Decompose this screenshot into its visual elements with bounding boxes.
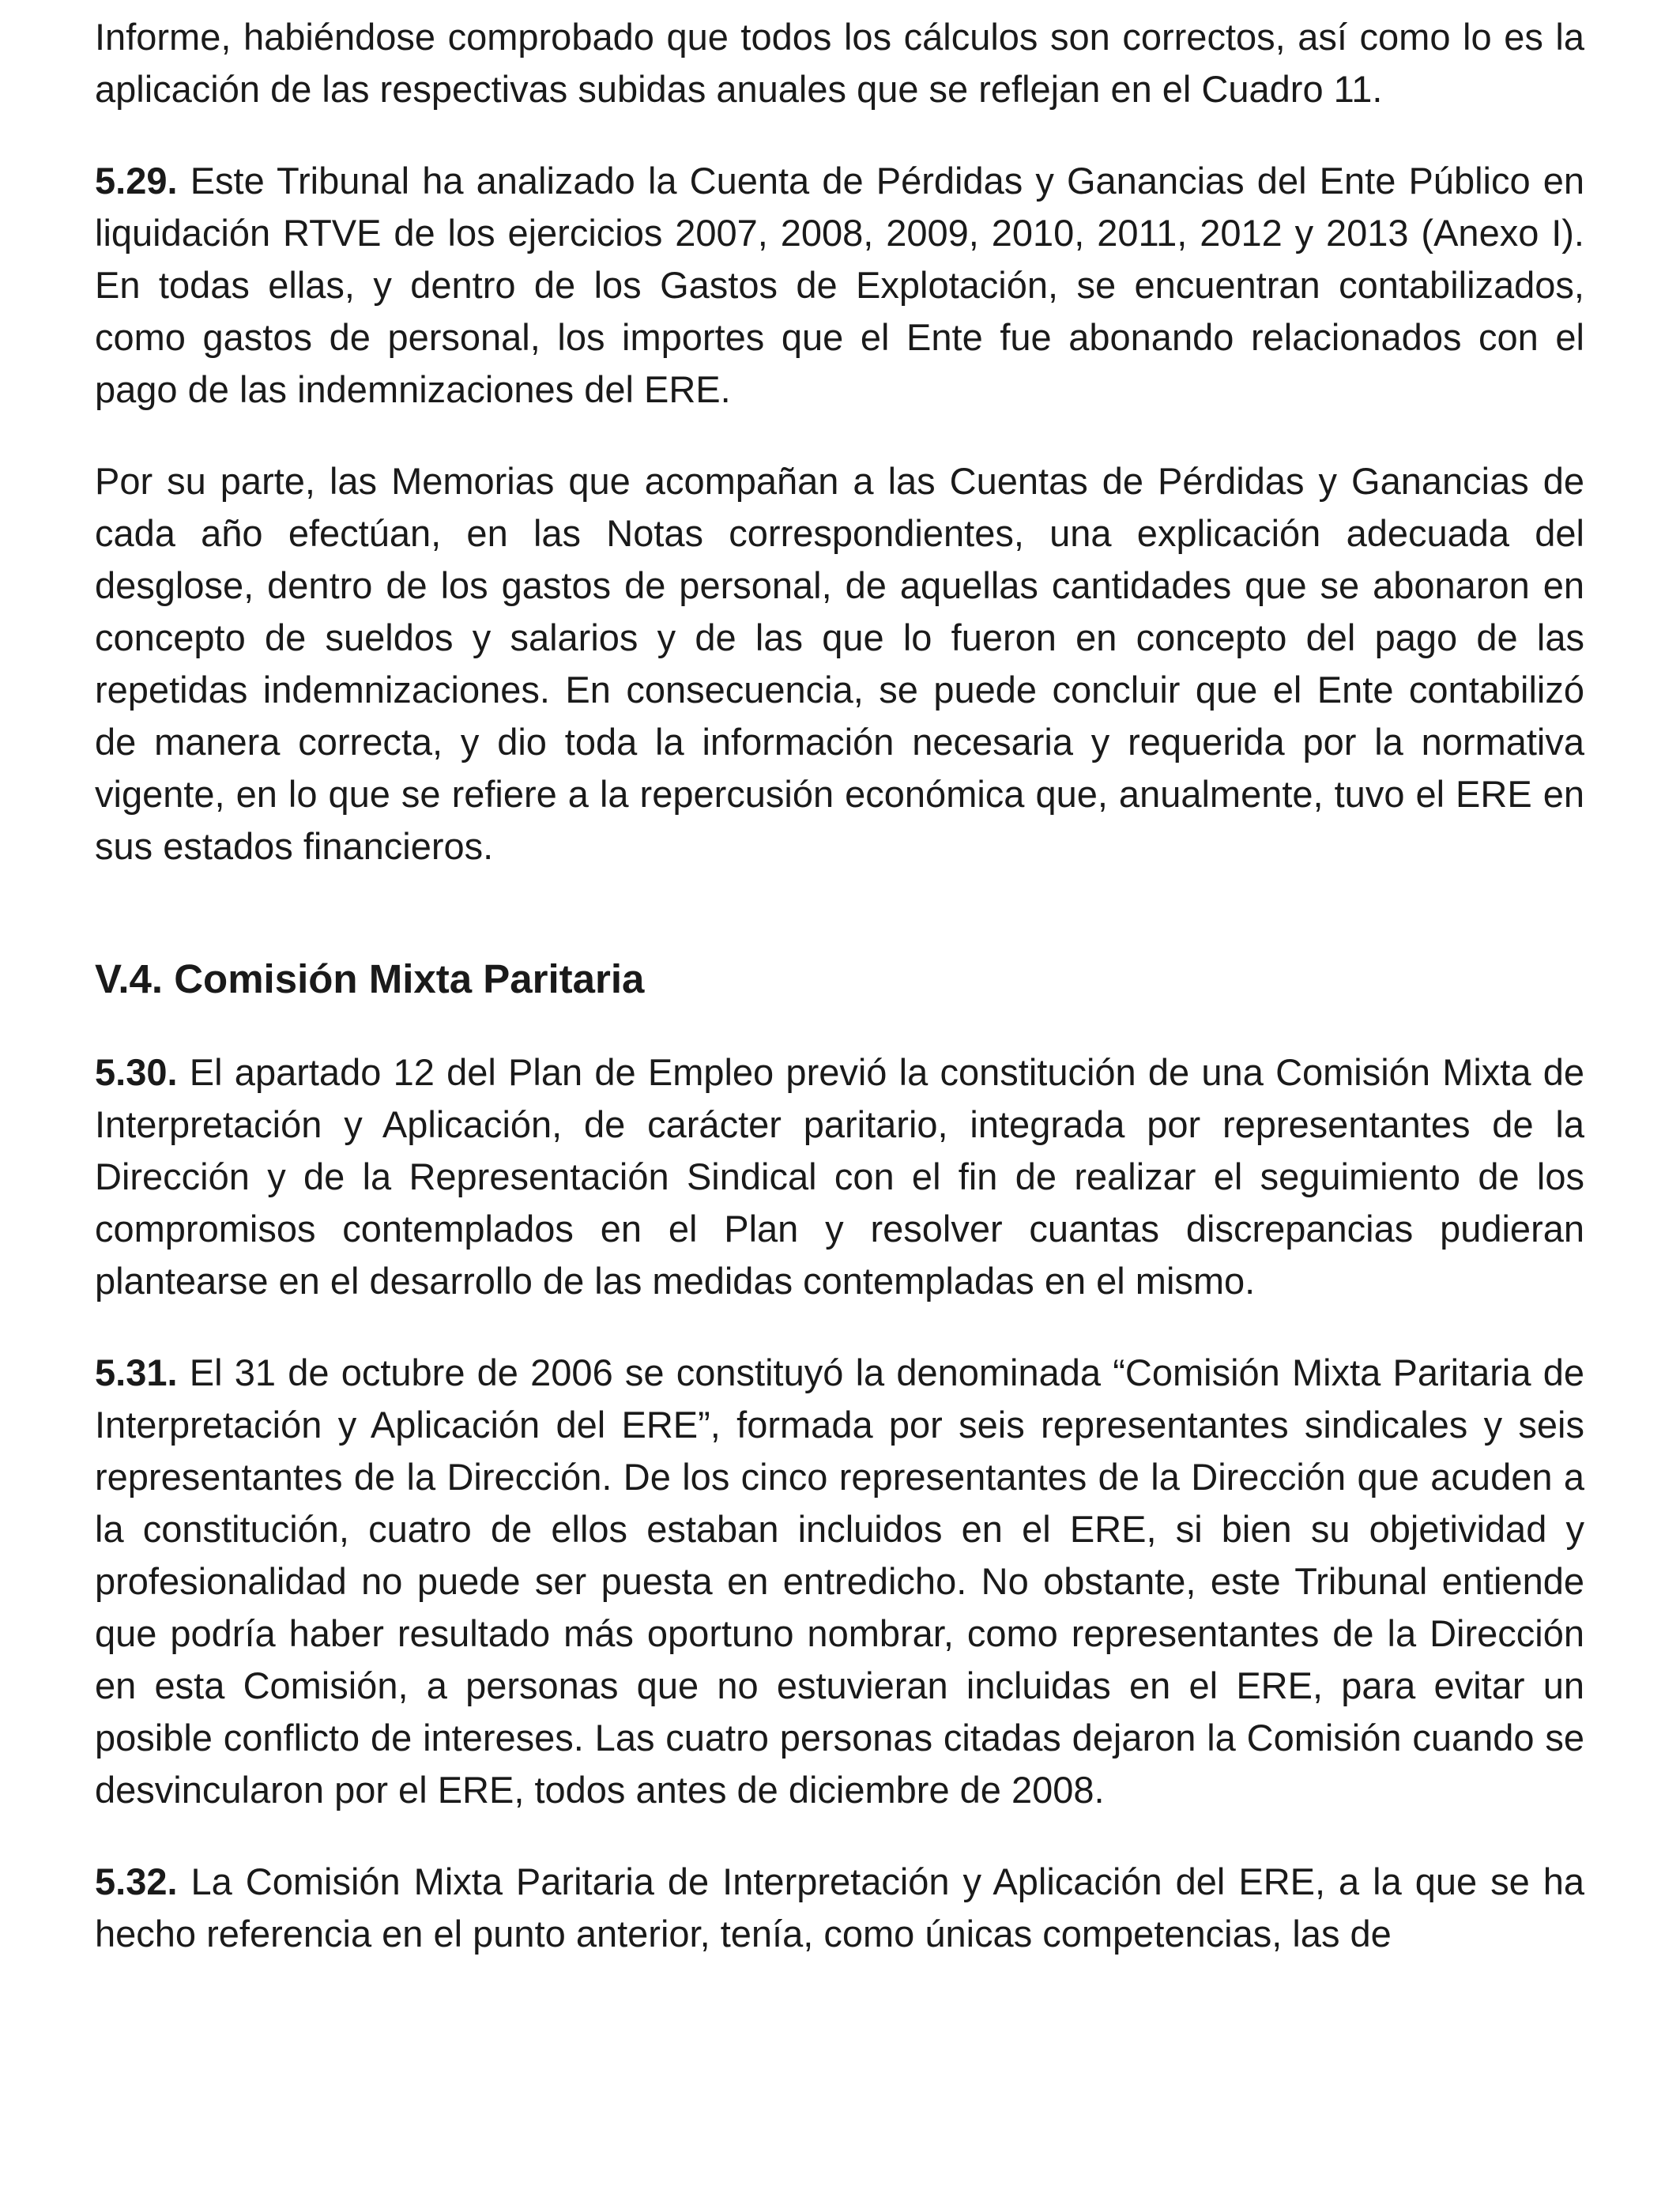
paragraph-text: Este Tribunal ha analizado la Cuenta de Pérdidas y Ganancias del Ente Público en liquidación RTVE de los ejercicios 2007, 2008, 2009, 2010, 2011, 2012 y 2013 (Anexo I). En todas ellas, y dentro de los Gastos de Explotación, se encuentran contabilizados, como gastos de personal, los importes que el Ente fue abonando relacionados con el pago de las indemnizaciones del ERE. [95,160,1585,410]
paragraph-5-31 [95,1347,1584,1816]
paragraph-text: Por su parte, las Memorias que acompañan a las Cuentas de Pérdidas y Ganancias de cada año efectúan, en las Notas correspondientes, una explicación adecuada del desglose, dentro de los gastos de personal, de aquellas cantidades que se abonaron en concepto de sueldos y salarios y de las que lo fueron en concepto del pago de las repetidas indemnizaciones. En consecuencia, se puede concluir que el Ente contabilizó de manera correcta, y dio toda la información necesaria y requerida por la normativa vigente, en lo que se refiere a la repercusión económica que, anualmente, tuvo el ERE en sus estados financieros. [95,460,1584,867]
paragraph-text: El apartado 12 del Plan de Empleo previó la constitución de una Comisión Mixta de Interpretación y Aplicación, de carácter paritario, integrada por representantes de la Dirección y de la Representación Sindical con el fin de realizar el seguimiento de los compromisos contemplados en el Plan y resolver cuantas discrepancias pudieran plantearse en el desarrollo de las medidas contempladas en el mismo. [95,1051,1584,1302]
paragraph-number: 5.30. [95,1051,178,1093]
paragraph-5-32 [95,1856,1584,1960]
section-heading: V.4. Comisión Mixta Paritaria [95,956,645,1001]
paragraph-number: 5.31. [95,1351,178,1393]
paragraph-text: El 31 de octubre de 2006 se constituyó la denominada “Comisión Mixta Paritaria de Interpretación y Aplicación del ERE”, formada por seis representantes sindicales y seis representantes de la Dirección. De los cinco representantes de la Dirección que acuden a la constitución, cuatro de ellos estaban incluidos en el ERE, si bien su objetividad y profesionalidad no puede ser puesta en entredicho. No obstante, este Tribunal entiende que podría haber resultado más oportuno nombrar, como representantes de la Dirección en esta Comisión, a personas que no estuvieran incluidas en el ERE, para evitar un posible conflicto de intereses. Las cuatro personas citadas dejaron la Comisión cuando se desvincularon por el ERE, todos antes de diciembre de 2008. [95,1351,1584,1811]
document-page [95,11,1584,2000]
paragraph-memorias [95,455,1584,873]
paragraph-intro-continuation [95,11,1584,115]
paragraph-number: 5.29. [95,160,178,202]
paragraph-text: Informe, habiéndose comprobado que todos los cálculos son correctos, así como lo es la aplicación de las respectivas subidas anuales que se reflejan en el Cuadro 11. [95,16,1584,110]
paragraph-number: 5.32. [95,1860,178,1902]
paragraph-5-30 [95,1046,1584,1307]
paragraph-5-29 [95,155,1584,416]
paragraph-text: La Comisión Mixta Paritaria de Interpretación y Aplicación del ERE, a la que se ha hecho referencia en el punto anterior, tenía, como únicas competencias, las de [95,1860,1584,1955]
